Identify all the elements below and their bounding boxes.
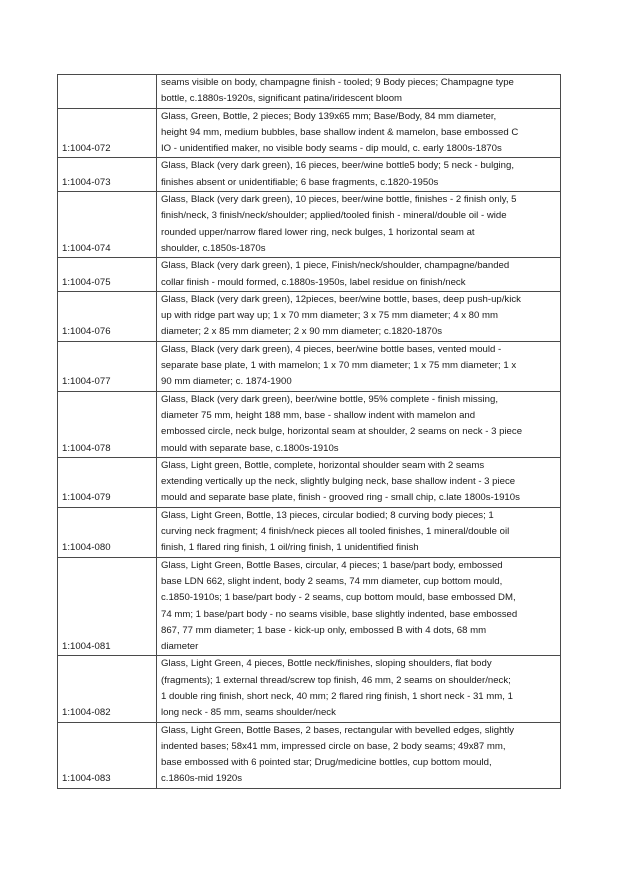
description-line: 1 double ring finish, short neck, 40 mm; 2 flared ring finish, 1 short neck - 31 mm, 1 — [161, 690, 513, 702]
description-cell — [157, 108, 561, 158]
catalogue-number-cell: 1:1004-081 — [58, 557, 157, 656]
description-line: Glass, Green, Bottle, 2 pieces; Body 139x65 mm; Base/Body, 84 mm diameter, — [161, 110, 497, 122]
table-row — [58, 722, 561, 788]
description-line: Glass, Light Green, Bottle Bases, circular, 4 pieces; 1 base/part body, embossed — [161, 559, 503, 571]
description-line: base embossed with 6 pointed star; Drug/medicine bottles, cup bottom mould, — [161, 757, 492, 769]
description-line: Glass, Black (very dark green), 10 pieces, beer/wine bottle, finishes - 2 finish only, 5 — [161, 194, 517, 206]
description-line: Glass, Light Green, Bottle Bases, 2 bases, rectangular with bevelled edges, slightly — [161, 724, 515, 736]
description-line: bottle, c.1880s-1920s, significant patina/iridescent bloom — [161, 93, 403, 105]
description-line: Glass, Light Green, 4 pieces, Bottle neck/finishes, sloping shoulders, flat body — [161, 658, 492, 670]
description-line: Glass, Black (very dark green), 4 pieces, beer/wine bottle bases, vented mould - — [161, 343, 502, 355]
table-row — [58, 192, 561, 258]
description-cell — [157, 457, 561, 507]
catalogue-number-cell: 1:1004-080 — [58, 507, 157, 557]
description-cell — [157, 722, 561, 788]
description-line: 74 mm; 1 base/part body - no seams visible, base slightly indented, base embossed — [161, 608, 518, 620]
description-line: IO - unidentified maker, no visible body seams - dip mould, c. early 1800s-1870s — [161, 143, 502, 155]
description-line: finishes absent or unidentifiable; 6 base fragments, c.1820-1950s — [161, 176, 439, 188]
description-line: long neck - 85 mm, seams shoulder/neck — [161, 707, 336, 719]
description-cell — [157, 391, 561, 457]
table-row — [58, 158, 561, 192]
catalogue-number-cell: 1:1004-073 — [58, 158, 157, 192]
description-cell — [157, 341, 561, 391]
description-cell — [157, 192, 561, 258]
catalogue-number-cell: 1:1004-083 — [58, 722, 157, 788]
description-cell — [157, 557, 561, 656]
catalogue-number-cell: 1:1004-075 — [58, 258, 157, 292]
description-line: Glass, Light Green, Bottle, 13 pieces, circular bodied; 8 curving body pieces; 1 — [161, 509, 494, 521]
description-line: Glass, Light green, Bottle, complete, horizontal shoulder seam with 2 seams — [161, 459, 485, 471]
description-line: mould and separate base plate, finish - grooved ring - small chip, c.late 1800s-1910s — [161, 492, 520, 504]
description-line: diameter — [161, 641, 199, 653]
description-line: shoulder, c.1850s-1870s — [161, 242, 266, 254]
table-row — [58, 75, 561, 109]
catalogue-body — [58, 75, 561, 789]
description-line: indented bases; 58x41 mm, impressed circle on base, 2 body seams; 49x87 mm, — [161, 740, 506, 752]
catalogue-number-cell: 1:1004-076 — [58, 291, 157, 341]
table-row — [58, 557, 561, 656]
description-cell — [157, 75, 561, 109]
catalogue-number-cell: 1:1004-072 — [58, 108, 157, 158]
table-row — [58, 457, 561, 507]
table-row — [58, 291, 561, 341]
table-row — [58, 507, 561, 557]
description-cell — [157, 258, 561, 292]
catalogue-number-cell — [58, 75, 157, 109]
description-cell — [157, 158, 561, 192]
artefact-catalogue-table — [57, 74, 561, 789]
description-line: embossed circle, neck bulge, horizontal seam at shoulder, 2 seams on neck - 3 piece — [161, 426, 523, 438]
catalogue-number-cell: 1:1004-078 — [58, 391, 157, 457]
description-line: diameter; 2 x 85 mm diameter; 2 x 90 mm diameter; c.1820-1870s — [161, 326, 443, 338]
description-line: c.1860s-mid 1920s — [161, 773, 243, 785]
catalogue-number-cell: 1:1004-077 — [58, 341, 157, 391]
table-row — [58, 391, 561, 457]
catalogue-number-cell: 1:1004-082 — [58, 656, 157, 722]
description-line: finish, 1 flared ring finish, 1 oil/ring finish, 1 unidentified finish — [161, 542, 419, 554]
catalogue-number-cell: 1:1004-079 — [58, 457, 157, 507]
description-line: mould with separate base, c.1800s-1910s — [161, 442, 339, 454]
description-line: base LDN 662, slight indent, body 2 seams, 74 mm diameter, cup bottom mould, — [161, 575, 503, 587]
description-line: 90 mm diameter; c. 1874-1900 — [161, 376, 292, 388]
description-line: collar finish - mould formed, c.1880s-1950s, label residue on finish/neck — [161, 276, 466, 288]
description-line: Glass, Black (very dark green), 16 pieces, beer/wine bottle5 body; 5 neck - bulging, — [161, 160, 515, 172]
description-line: rounded upper/narrow flared lower ring, neck bulges, 1 horizontal seam at — [161, 226, 475, 238]
description-line: finish/neck, 3 finish/neck/shoulder; applied/tooled finish - mineral/double oil - wide — [161, 210, 507, 222]
description-line: separate base plate, 1 with mamelon; 1 x 70 mm diameter; 1 x 75 mm diameter; 1 x — [161, 360, 517, 372]
description-cell — [157, 656, 561, 722]
description-line: Glass, Black (very dark green), 12pieces, beer/wine bottle, bases, deep push-up/kick — [161, 293, 521, 305]
table-row — [58, 108, 561, 158]
description-line: c.1850-1910s; 1 base/part body - 2 seams, cup bottom mould, base embossed DM, — [161, 592, 516, 604]
description-line: (fragments); 1 external thread/screw top finish, 46 mm, 2 seams on shoulder/neck; — [161, 674, 511, 686]
description-line: Glass, Black (very dark green), 1 piece, Finish/neck/shoulder, champagne/banded — [161, 260, 510, 272]
table-row — [58, 656, 561, 722]
description-line: up with ridge part way up; 1 x 70 mm diameter; 3 x 75 mm diameter; 4 x 80 mm — [161, 310, 498, 322]
description-line: curving neck fragment; 4 finish/neck pieces all tooled finishes, 1 mineral/double oil — [161, 526, 510, 538]
description-cell — [157, 507, 561, 557]
description-line: 867, 77 mm diameter; 1 base - kick-up only, embossed B with 4 dots, 68 mm — [161, 624, 487, 636]
description-line: height 94 mm, medium bubbles, base shallow indent & mamelon, base embossed C — [161, 126, 519, 138]
table-row — [58, 258, 561, 292]
description-line: diameter 75 mm, height 188 mm, base - shallow indent with mamelon and — [161, 409, 476, 421]
catalogue-number-cell: 1:1004-074 — [58, 192, 157, 258]
table-row — [58, 341, 561, 391]
description-cell — [157, 291, 561, 341]
description-line: extending vertically up the neck, slightly bulging neck, base shallow indent - 3 piece — [161, 476, 516, 488]
description-line: seams visible on body, champagne finish - tooled; 9 Body pieces; Champagne type — [161, 77, 514, 88]
description-line: Glass, Black (very dark green), beer/wine bottle, 95% complete - finish missing, — [161, 393, 498, 405]
